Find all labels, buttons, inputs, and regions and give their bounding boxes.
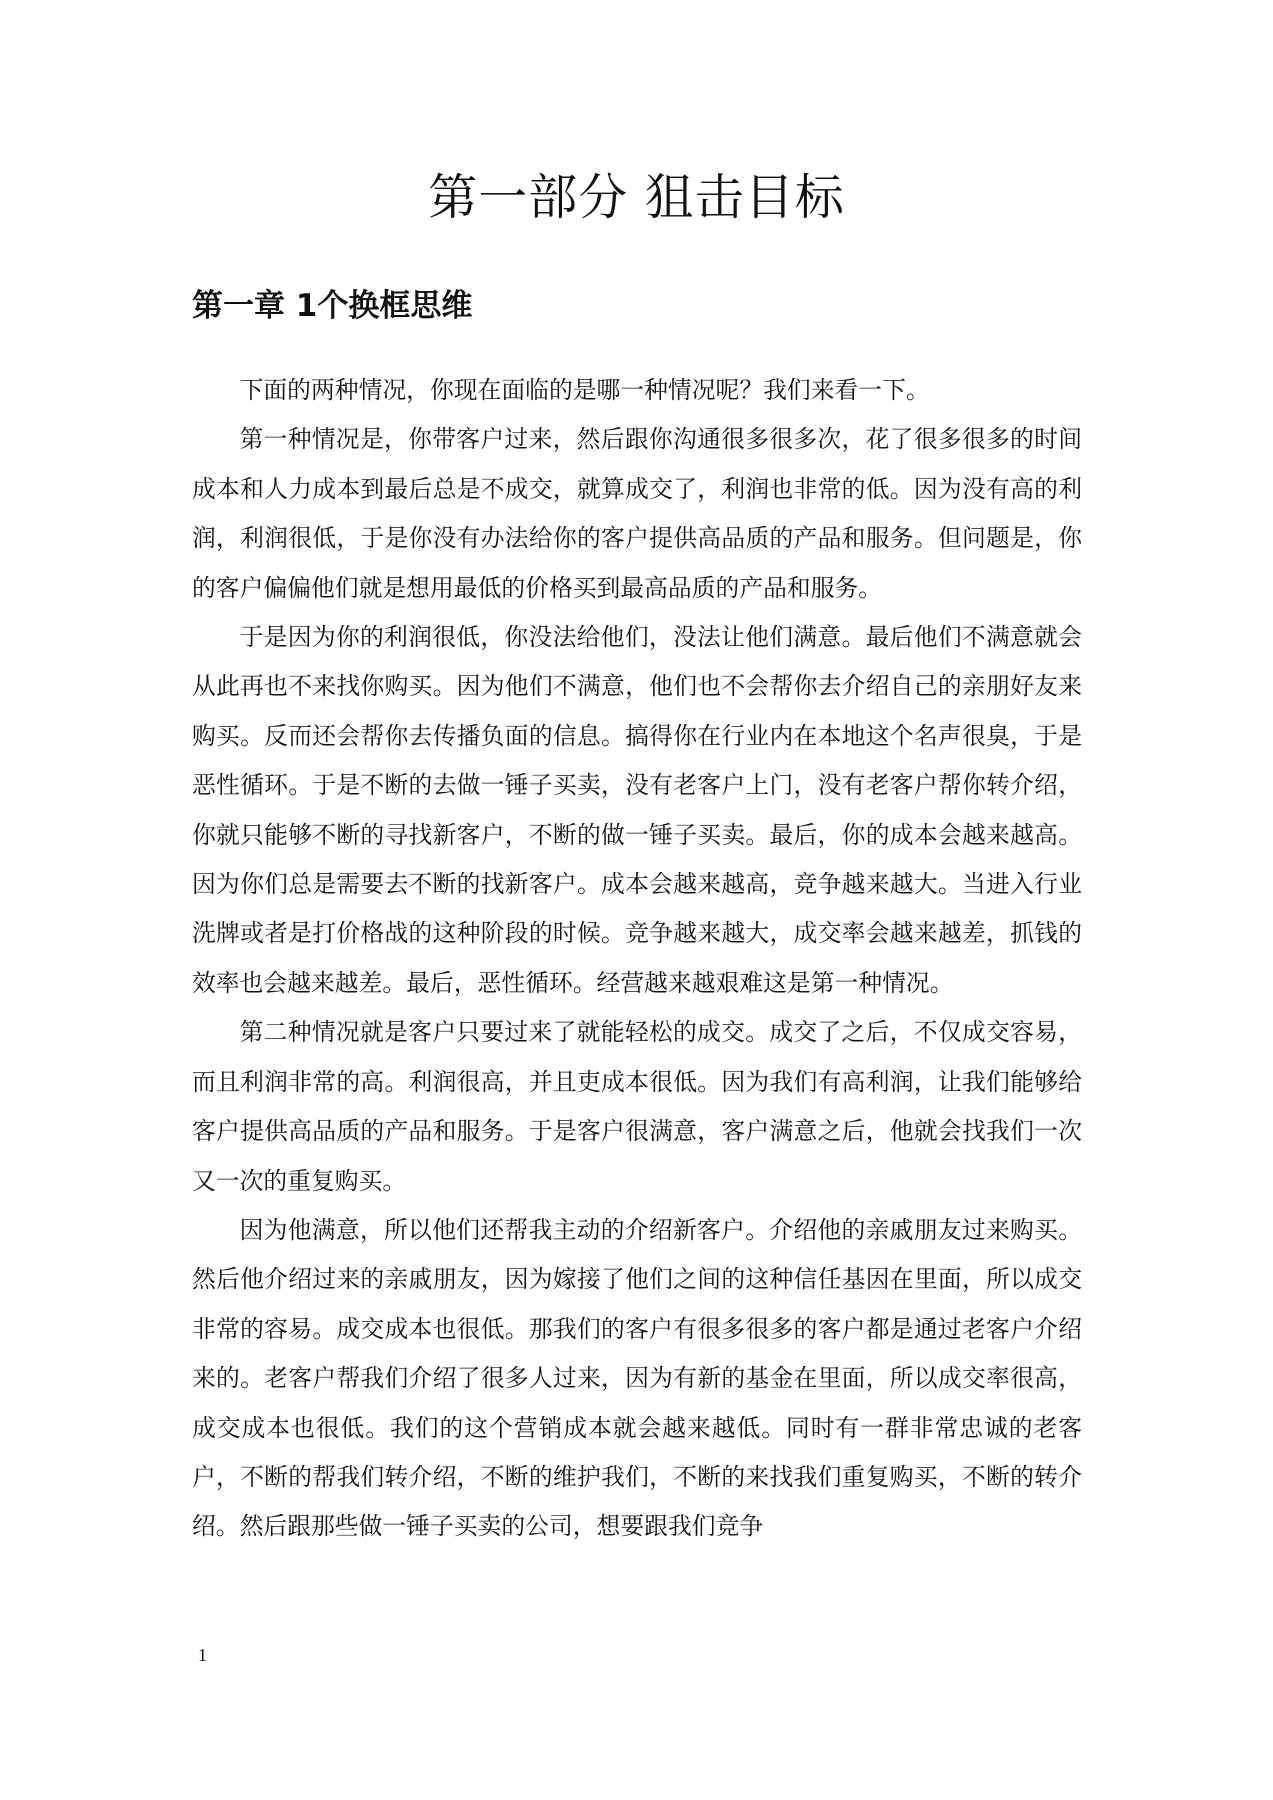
paragraph: 因为他满意，所以他们还帮我主动的介绍新客户。介绍他的亲戚朋友过来购买。然后他介绍过来的亲戚朋友，因为嫁接了他们之间的这种信任基因在里面，所以成交非常的容易。成交成本也很低。那我们的客户有很多很多的客户都是通过老客户介绍来的。老客户帮我们介绍了很多人过来，因为有新的基金在里面，所以成交率很高，成交成本也很低。我们的这个营销成本就会越来越低。同时有一群非常忠诚的老客户，不断的帮我们转介绍，不断的维护我们，不断的来找我们重复购买，不断的转介绍。然后跟那些做一锤子买卖的公司，想要跟我们竞争 [192, 1215, 1082, 1541]
paragraph: 第二种情况就是客户只要过来了就能轻松的成交。成交了之后，不仅成交容易，而且利润非常的高。利润很高，并且吏成本很低。因为我们有高利润，让我们能够给客户提供高品质的产品和服务。于是客户很满意，客户满意之后，他就会找我们一次又一次的重复购买。 [192, 1018, 1082, 1195]
paragraph: 于是因为你的利润很低，你没法给他们，没法让他们满意。最后他们不满意就会从此再也不来找你购买。因为他们不满意，他们也不会帮你去介绍自己的亲朋好友来购买。反而还会帮你去传播负面的信息。搞得你在行业内在本地这个名声很臭，于是恶性循环。于是不断的去做一锤子买卖，没有老客户上门，没有老客户帮你转介绍，你就只能够不断的寻找新客户，不断的做一锤子买卖。最后，你的成本会越来越高。因为你们总是需要去不断的找新客户。成本会越来越高，竞争越来越大。当进入行业洗牌或者是打价格战的这种阶段的时候。竞争越来越大，成交率会越来越差，抓钱的效率也会越来越差。最后，恶性循环。经营越来越艰难这是第一种情况。 [192, 623, 1082, 997]
paragraph: 下面的两种情况，你现在面临的是哪一种情况呢？我们来看一下。 [239, 376, 930, 404]
page-number: 1 [198, 1645, 207, 1665]
part-title: 第一部分 狙击目标 [428, 169, 845, 226]
chapter-title: 第一章 1个换框思维 [192, 288, 473, 324]
paragraph: 第一种情况是，你带客户过来，然后跟你沟通很多很多次，花了很多很多的时间成本和人力成本到最后总是不成交，就算成交了，利润也非常的低。因为没有高的利润，利润很低，于是你没有办法给你的客户提供高品质的产品和服务。但问题是，你的客户偏偏他们就是想用最低的价格买到最高品质的产品和服务。 [192, 425, 1082, 602]
body-text [192, 366, 1082, 1552]
